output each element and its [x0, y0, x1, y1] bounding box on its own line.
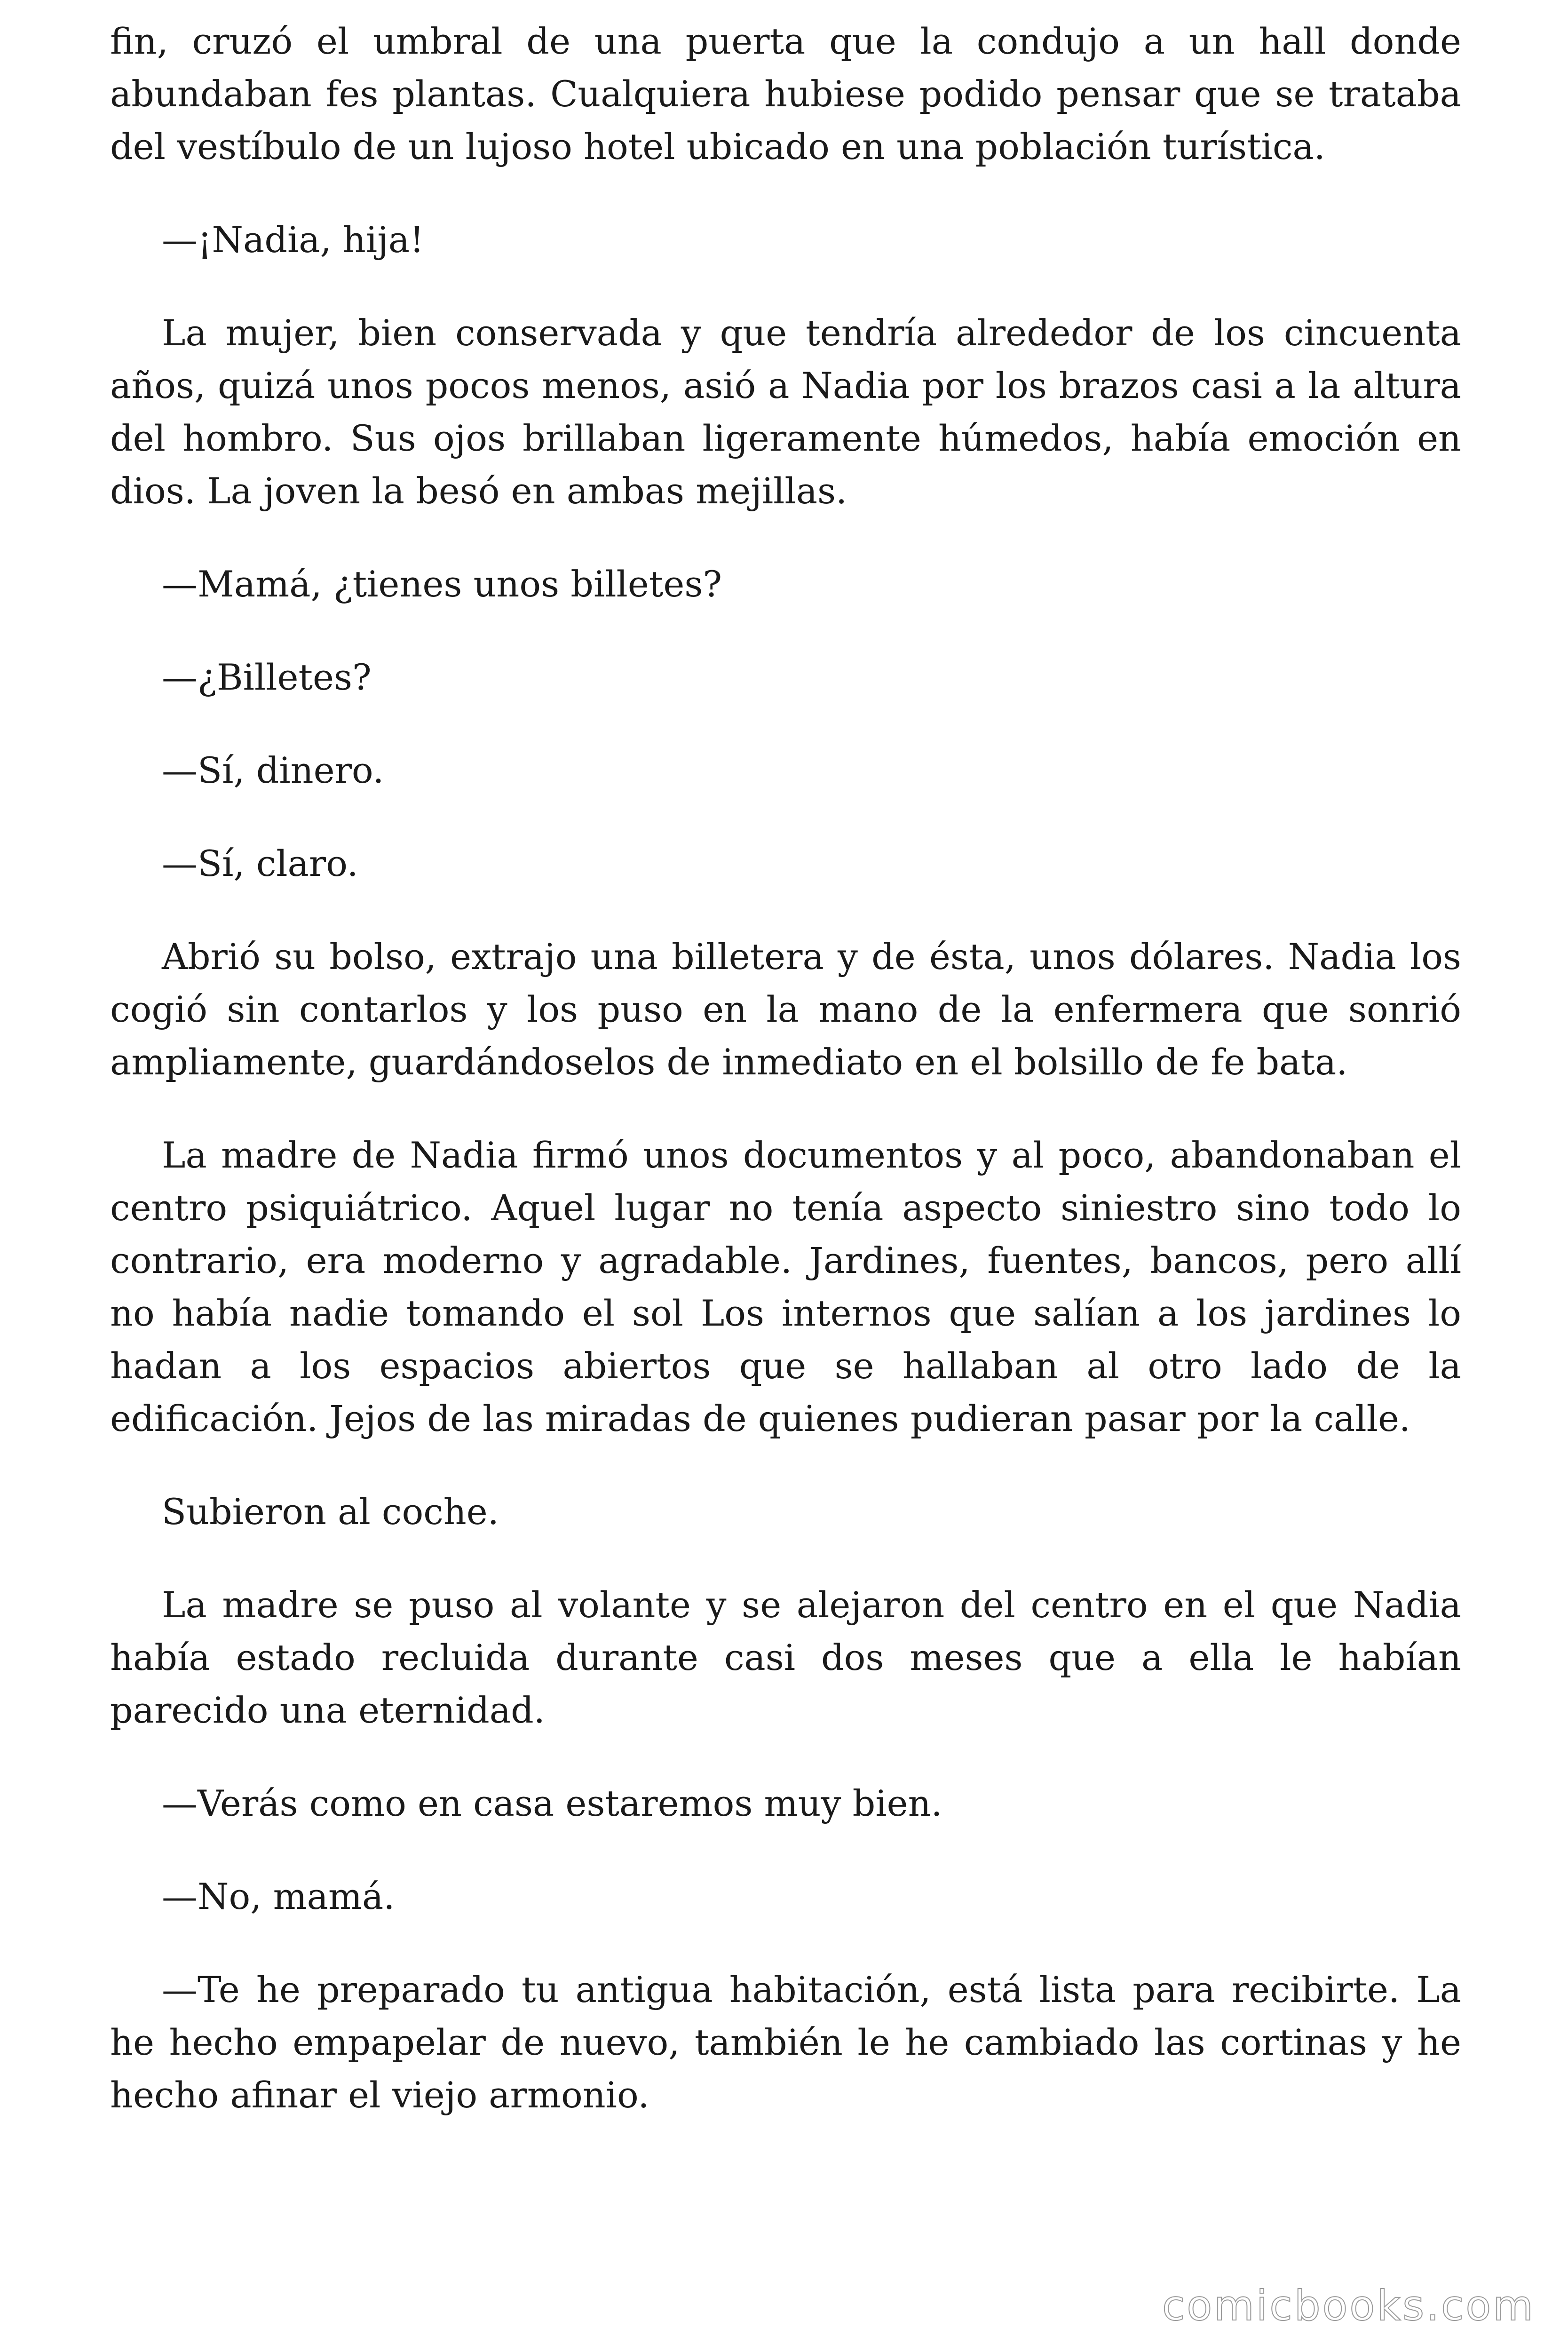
paragraph: Subieron al coche.	[162, 1491, 499, 1533]
paragraph: —¿Billetes?	[162, 656, 372, 698]
paragraph: fin, cruzó el umbral de una puerta que la condujo a un hall donde abundaban fes plantas. Cualquiera hubiese podido pensar que se trataba del vestíbulo de un lujoso hotel ubicado en una población turística.	[110, 20, 1461, 167]
paragraph: La madre de Nadia firmó unos documentos y al poco, abandonaban el centro psiquiátrico. Aquel lugar no tenía aspecto siniestro sino todo lo contrario, era moderno y agradable. Jardines, fuentes, bancos, pero allí no había nadie tomando el sol Los internos que salían a los jardines lo hadan a los espacios abiertos que se hallaban al otro lado de la edificación. Jejos de las miradas de quienes pudieran pasar por la calle.	[110, 1134, 1461, 1439]
paragraph: —No, mamá.	[162, 1875, 395, 1917]
paragraph: La mujer, bien conservada y que tendría alrededor de los cincuenta años, quizá unos pocos menos, asió a Nadia por los brazos casi a la altura del hombro. Sus ojos brillaban ligeramente húmedos, había emoción en dios. La joven la besó en ambas mejillas.	[110, 312, 1461, 512]
page-text	[110, 15, 1461, 2162]
watermark: comicbooks.com	[1162, 2281, 1535, 2330]
paragraph: —Sí, claro.	[162, 842, 358, 884]
paragraph: —¡Nadia, hija!	[162, 219, 424, 261]
paragraph: Abrió su bolso, extrajo una billetera y de ésta, unos dólares. Nadia los cogió sin contarlos y los puso en la mano de la enfermera que sonrió ampliamente, guardándoselos de inmediato en el bolsillo de fe bata.	[110, 936, 1461, 1083]
paragraph: —Sí, dinero.	[162, 749, 384, 791]
paragraph: —Mamá, ¿tienes unos billetes?	[162, 563, 722, 605]
paragraph: —Verás como en casa estaremos muy bien.	[162, 1782, 942, 1824]
paragraph: La madre se puso al volante y se alejaron del centro en el que Nadia había estado recluida durante casi dos meses que a ella le habían parecido una eternidad.	[110, 1584, 1461, 1731]
paragraph: —Te he preparado tu antigua habitación, está lista para recibirte. La he hecho empapelar de nuevo, también le he cambiado las cortinas y he hecho afinar el viejo armonio.	[110, 1969, 1461, 2116]
